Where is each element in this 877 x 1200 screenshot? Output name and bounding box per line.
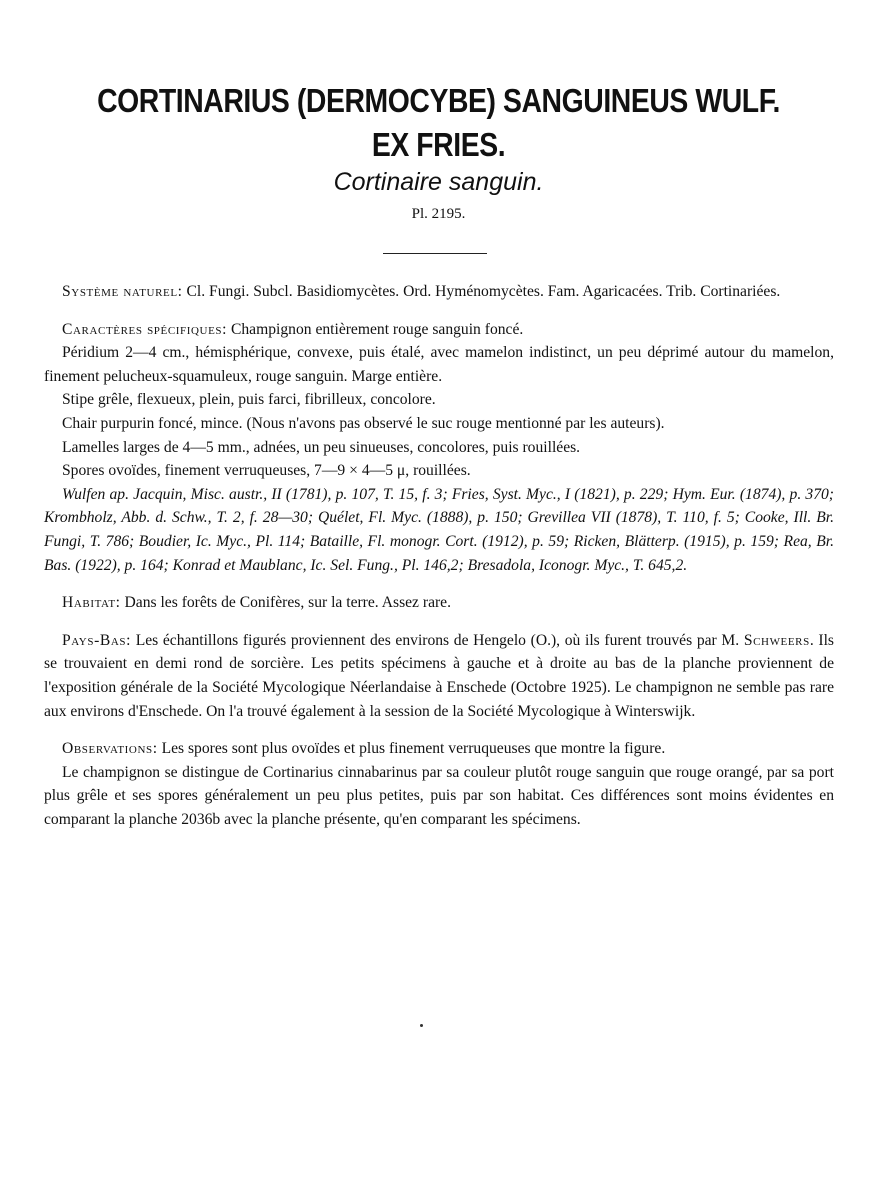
lamelles-paragraph: Lamelles larges de 4—5 mm., adnées, un peu sinueuses, concolores, puis rouillées.: [62, 438, 581, 456]
section-text: Les spores sont plus ovoïdes et plus finement verruqueuses que montre la figure.: [157, 740, 666, 758]
title-line-2: EX FRIES.: [371, 126, 506, 163]
observations-paragraph: [44, 737, 834, 761]
common-name: Cortinaire sanguin.: [333, 168, 544, 196]
chair-paragraph: Chair purpurin foncé, mince. (Nous n'avons pas observé le suc rouge mentionné par les auteurs).: [62, 414, 665, 432]
section-label: Système naturel:: [62, 283, 183, 300]
section-label: Caractères spécifiques:: [62, 320, 228, 338]
observations-paragraph-2: Le champignon se distingue de Cortinarius cinnabarinus par sa couleur plutôt rouge sanguin que rouge orangé, par sa port plus grêle et ses spores généralement un peu plus petites, puis par son habitat. Ces différences sont moins évidentes en comparant la planche 2036b avec la planche présente, qu'en comparant les spécimens.: [44, 763, 834, 828]
divider-rule: [383, 253, 487, 254]
spores-paragraph: Spores ovoïdes, finement verruqueuses, 7—9 × 4—5 μ, rouillées.: [62, 462, 471, 480]
section-text: Les échantillons figurés proviennent des environs de Hengelo (O.), où ils furent trouvés par M.: [131, 631, 744, 649]
stray-dot: [420, 1024, 423, 1027]
collector-name: Schweers: [743, 631, 810, 649]
habitat-paragraph: [44, 591, 834, 615]
document-body: [44, 280, 834, 831]
section-text: Champignon entièrement rouge sanguin foncé.: [227, 320, 524, 338]
section-label: Habitat:: [62, 594, 121, 612]
section-label: Pays-Bas:: [62, 631, 132, 649]
systeme-naturel-paragraph: [44, 280, 834, 304]
peridium-paragraph: Péridium 2—4 cm., hémisphérique, convexe, puis étalé, avec mamelon indistinct, un peu déprimé autour du mamelon, finement pelucheux-squamuleux, rouge sanguin. Marge entière.: [44, 344, 834, 385]
references-paragraph: Wulfen ap. Jacquin, Misc. austr., II (1781), p. 107, T. 15, f. 3; Fries, Syst. Myc., I (1821), p. 229; Hym. Eur. (1874), p. 370; Krombholz, Abb. d. Schw., T. 2, f. 28—30; Quélet, Fl. Myc. (1888), p. 150; Grevillea VII (1878), T. 110, f. 5; Cooke, Ill. Br. Fungi, T. 786; Boudier, Ic. Myc., Pl. 114; Bataille, Fl. monogr. Cort. (1912), p. 59; Ricken, Blätterp. (1915), p. 159; Rea, Br. Bas. (1922), p. 164; Konrad et Maublanc, Ic. Sel. Fung., Pl. 146,2; Bresadola, Iconogr. Myc., T. 645,2.: [44, 485, 834, 574]
plate-number: Pl. 2195.: [411, 206, 466, 222]
section-label: Observations:: [62, 740, 158, 758]
section-text: Cl. Fungi. Subcl. Basidiomycètes. Ord. Hyménomycètes. Fam. Agaricacées. Trib. Cortinariées.: [182, 283, 781, 300]
stipe-paragraph: Stipe grêle, flexueux, plein, puis farci, fibrilleux, concolore.: [62, 391, 436, 409]
title-line-1: CORTINARIUS (DERMOCYBE) SANGUINEUS WULF.: [97, 82, 780, 119]
caracteres-paragraph: [44, 318, 834, 342]
section-text: . Ils se trouvaient en demi rond de sorcière. Les petits spécimens à gauche et à droite au bas de la planche proviennent de l'exposition générale de la Société Mycologique Néerlandaise à Enschede (Octobre 1925). Le champignon ne semble pas rare aux environs d'Enschede. On l'a trouvé également à la session de la Société Mycologique à Winterswijk.: [44, 631, 834, 720]
pays-bas-paragraph: [44, 629, 834, 723]
section-text: Dans les forêts de Conifères, sur la terre. Assez rare.: [120, 594, 452, 612]
